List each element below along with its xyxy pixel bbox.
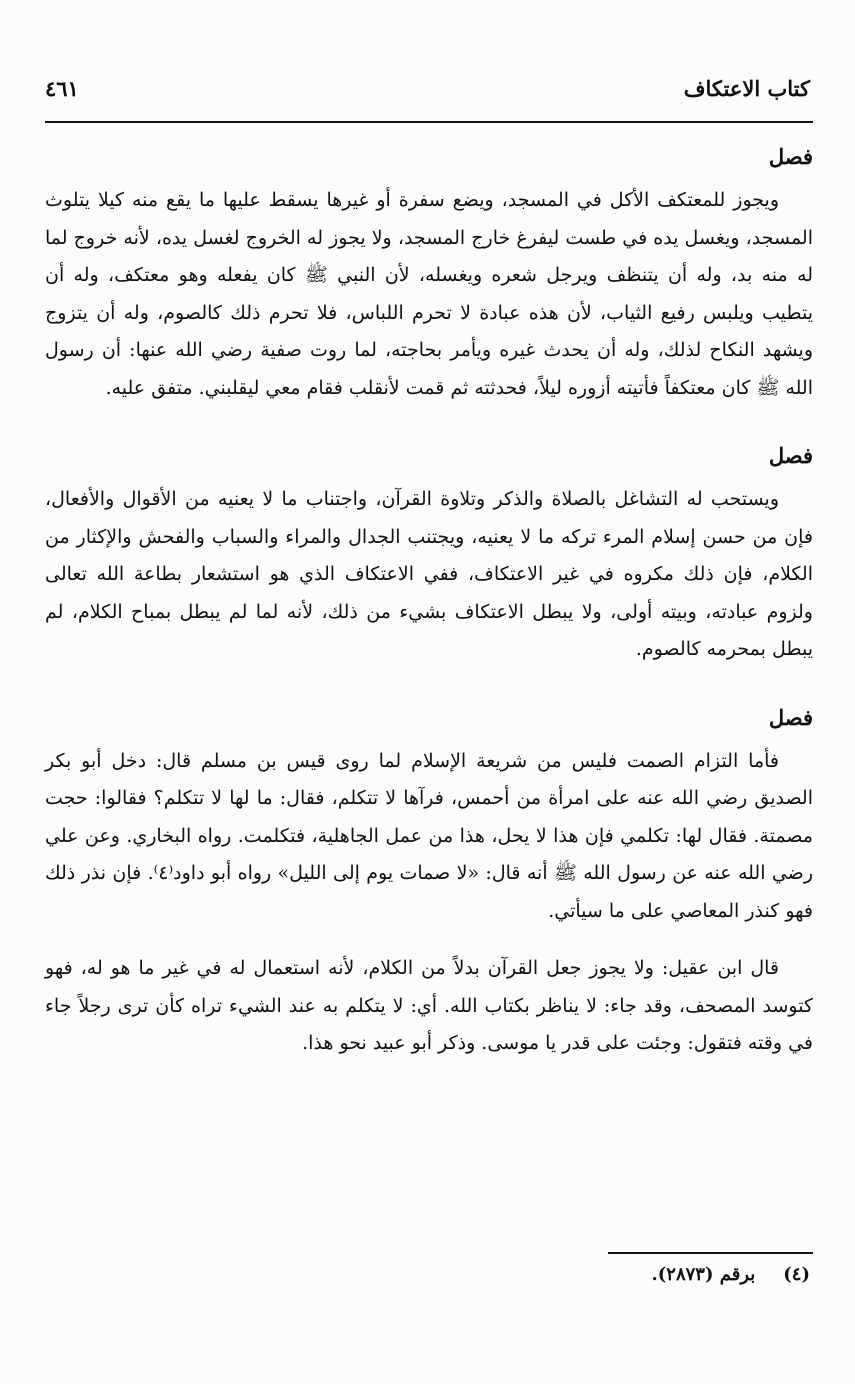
footnote-text: برقم (٢٨٧٣).: [651, 1264, 756, 1285]
footnote: [651, 1264, 810, 1285]
section-2: [45, 439, 813, 669]
page-number: ٤٦١: [45, 75, 79, 101]
paragraph: قال ابن عقيل: ولا يجوز جعل القرآن بدلاً من الكلام، لأنه استعمال له في غير ما هو له، فهو كتوسد المصحف، وقد جاء: لا يناظر بكتاب الله. أي: لا يتكلم به عند الشيء تراه كأن ترى رجلاً جاء في وقته فتقول: وجئت على قدر يا موسى. وذكر أبو عبيد نحو هذا.: [45, 957, 813, 1054]
section-heading: فصل: [768, 443, 813, 468]
header-rule: [45, 121, 813, 123]
section-heading: فصل: [768, 144, 813, 169]
paragraph: فأما التزام الصمت فليس من شريعة الإسلام لما روى قيس بن مسلم قال: دخل أبو بكر الصديق رضي الله عنه على امرأة من أحمس، فرآها لا تتكلم، فقال: ما لها لا تتكلم؟ فقالوا: حجت مصمتة. فقال لها: تكلمي فإن هذا لا يحل، هذا من عمل الجاهلية، فتكلمت. رواه البخاري. وعن علي رضي الله عنه عن رسول الله ﷺ أنه قال: «لا صمات يوم إلى الليل» رواه أبو داود⁽٤⁾. فإن نذر ذلك فهو كنذر المعاصي على ما سيأتي.: [45, 749, 813, 922]
footnote-marker: (٤): [783, 1264, 810, 1285]
page-header: [45, 70, 810, 106]
running-title: كتاب الاعتكاف: [683, 75, 810, 101]
section-heading: فصل: [768, 704, 813, 730]
section-3: [45, 701, 813, 1063]
page-body: [45, 140, 813, 1063]
section-1: [45, 140, 813, 407]
paragraph: ويستحب له التشاغل بالصلاة والذكر وتلاوة القرآن، واجتناب ما لا يعنيه من الأقوال والأفعال، فإن من حسن إسلام المرء تركه ما لا يعنيه، ويجتنب الجدال والمراء والسباب والفحش والإكثار من الكلام، فإن ذلك مكروه في غير الاعتكاف، ففي الاعتكاف الذي هو استشعار بطاعة الله تعالى ولزوم عبادته، وبيته أولى، ولا يبطل الاعتكاف بشيء من ذلك، لأنه لما لم يبطل بمباح الكلام، لم يبطل بمحرمه كالصوم.: [45, 488, 813, 660]
footnote-rule: [608, 1252, 813, 1254]
paragraph: ويجوز للمعتكف الأكل في المسجد، ويضع سفرة أو غيرها يسقط عليها ما يقع منه كيلا يتلوث المسجد، ويغسل يده في طست ليفرغ خارج المسجد، ولا يجوز له الخروج لغسل يده، لأنه خروج لما له منه بد، وله أن يتنظف ويرجل شعره ويغسله، لأن النبي ﷺ كان يفعله وهو معتكف، وله أن يتطيب ويلبس رفيع الثياب، لأن هذه عبادة لا تحرم اللباس، فلا تحرم ذلك كالصوم، وله أن يتزوج ويشهد النكاح لذلك، وله أن يحدث غيره ويأمر بحاجته، لما روت صفية رضي الله عنها: أن رسول الله ﷺ كان معتكفاً فأتيته أزوره ليلاً، فحدثته ثم قمت لأنقلب فقام معي ليقلبني. متفق عليه.: [45, 189, 813, 399]
